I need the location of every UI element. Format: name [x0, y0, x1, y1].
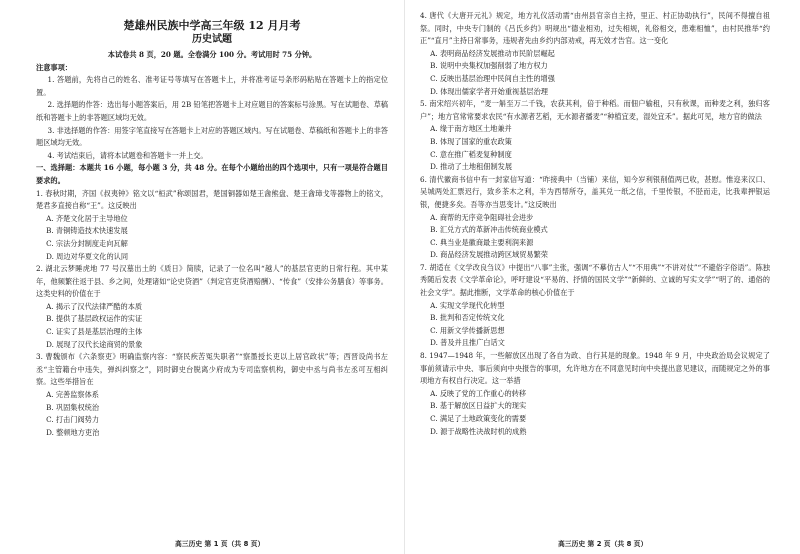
question-option: D. 普及并且推广白话文 [430, 338, 505, 348]
question-option: D. 周边对华夏文化的认同 [46, 251, 129, 261]
question-option: C. 证实了县是基层治理的主体 [46, 327, 143, 337]
page-fold-divider [404, 0, 405, 554]
question [420, 98, 770, 174]
question-option: C. 满足了土地政策变化的需要 [430, 414, 527, 423]
question-option: D. 展现了汉代长途商贸的景象 [46, 339, 143, 349]
question-option: A. 表明商品经济发展推动市民阶层崛起 [430, 48, 555, 58]
question-stem: 5. 南宋绍兴初年，“麦一斛至万二千钱，农获其利，倍于种稻。而佃户输租，只有秋课，而种麦之利，独归客户”；地方官常常要求农民“有水源者艺稻，无水源者播麦”“种植宜麦，湿处宜禾”。据此可见，地方官的做法 [420, 99, 770, 121]
exam-title: 楚雄州民族中学高三年级 12 月月考 [123, 19, 301, 32]
question-option: D. 推动了土地租佃制发展 [430, 162, 513, 172]
question-stem: 2. 湖北云梦睡虎地 77 号汉墓出土的《质日》简牍，记录了一位名叫“越人”的基层官吏的日常行程。其中某年，他频繁往返于县、乡之间，处理诸如“论史贷酒”（判定官吏贷酒赔酬）、“传食”（安排公务膳食）等事务。这类史料的价值在于 [36, 264, 388, 299]
question-option: A. 揭示了汉代法律严酷的本质 [46, 301, 143, 311]
question-option: B. 巩固集权统治 [46, 402, 100, 412]
notice-item: 3. 非选择题的作答：用签字笔直接写在答题卡上对应的答题区域内。写在试题卷、草稿纸和答题卡上的非答题区域均无效。 [36, 125, 388, 148]
question-option: D. 整顿地方吏治 [46, 427, 100, 437]
question-option: A. 商帮的无序竞争阻碍社会进步 [430, 212, 534, 222]
question-option: A. 齐楚文化居于主导地位 [46, 213, 128, 223]
question-stem: 4. 唐代《大唐开元礼》规定，地方礼仪活动需“由州县官亲自主持，里正、村正协助执行”，民间不得擅自祖祭。同时，中央专门制的《吕氏乡约》明规出“德业相劝，过失相规，礼俗相交，患难相恤”，由村民推举“约正”“直月”主持日常事务，违规者先由乡约内部劝戒，再无效才告官。这一变化 [420, 11, 770, 46]
question-option: C. 意在推广稻麦复种制度 [430, 149, 512, 159]
question-option: C. 典当业是徽商最主要利润来源 [430, 237, 534, 247]
page-footer-left: 高三历史 第 1 页（共 8 页） [175, 540, 265, 548]
question-option: B. 基于解放区日益扩大的现实 [430, 401, 527, 411]
question-option: B. 汇兑方式的革新冲击传统商业模式 [430, 225, 548, 235]
notice-item: 1. 答题前，先将自己的姓名、准考证号等填写在答题卡上，并将准考证号条形码粘贴在答题卡上的指定位置。 [36, 75, 388, 97]
question-option: B. 说明中央集权加强削弱了地方权力 [430, 61, 548, 71]
question [36, 263, 388, 351]
notice-item: 4. 考试结束后，请将本试题卷和答题卡一并上交。 [47, 150, 208, 160]
question-stem: 1. 春秋时期，齐国《叔夷钟》铭文以“桓武”称颂国君，楚国铜器如楚王酓熊盘、楚王酓璋戈等器物上的铭文，楚君多直接自称“王”。这反映出 [36, 188, 388, 211]
question [36, 351, 388, 439]
right-page [420, 10, 770, 532]
question-option: D. 体现出儒家学者开始重视基层治理 [430, 86, 548, 96]
question-stem: 6. 清代徽商书信中有一封家信写道：“昨接典中（当铺）来信，知今岁利银削值两已收，甚慰。惟迩来汉口、吴城两处汇票迟行，致乡茶木之利，半为西帮所夺，盖其兑一纸之信，千里传银，不胫而走，比我辈押银运银，便捷多矣。吾等亦当思变计。”这反映出 [420, 174, 770, 209]
question-option: A. 实现文学现代化转型 [430, 300, 505, 310]
question-option: B. 体现了国家的重农政策 [430, 136, 512, 146]
question-option: B. 青铜铸造技术快速发展 [46, 226, 128, 236]
question-option: A. 缘于南方地区土地兼并 [430, 124, 512, 134]
question-option: C. 宗法分封制度走向瓦解 [46, 238, 128, 248]
question-option: D. 商品经济发展推动跨区域贸易繁荣 [430, 250, 548, 260]
exam-intro: 本试卷共 8 页，20 题。全卷满分 100 分。考试用时 75 分钟。 [107, 50, 317, 59]
question-stem: 8. 1947—1948 年，一些解放区出现了各自为政、自行其是的现象。1948 年 9 月，中央政治局会议规定了事前须请示中央、事后须向中央报告的事项，允许地方在不同意见时向中央提出意见建议，而随规定之外的事项地方有权自行决定。这一举措 [420, 351, 770, 386]
question [420, 174, 770, 262]
question [420, 10, 770, 98]
exam-subtitle: 历史试题 [192, 34, 232, 45]
question-option: B. 提供了基层政权运作的实证 [46, 314, 143, 324]
question [420, 350, 770, 438]
notice-heading: 注意事项： [36, 62, 72, 72]
question-option: C. 反映出基层治理中民间自主性的增强 [430, 73, 555, 83]
question-stem: 7. 胡适在《文学改良刍议》中提出“八事”主张，强调“不摹仿古人”“不用典”“不讲对仗”“不避俗字俗语”。陈独秀随后发表《文学革命论》，呼吁建设“平易的、抒情的国民文学”“新鲜的、立诚的写实文学”“明了的、通俗的社会文学”。据此推断，文学革命的核心价值在于 [420, 262, 770, 298]
question-option: A. 完善监察体系 [46, 390, 99, 400]
question-option: B. 批判和否定传统文化 [430, 313, 505, 323]
section-heading: 一、选择题：本题共 16 小题，每小题 3 分，共 48 分。在每个小题给出的四个选项中，只有一项是符合题目要求的。 [36, 163, 388, 185]
question-option: C. 打击门阀势力 [46, 415, 100, 425]
notice-item: 2. 选择题的作答：选出每小题答案后，用 2B 铅笔把答题卡上对应题目的答案标号涂黑。写在试题卷、草稿纸和答题卡上的非答题区域均无效。 [36, 100, 388, 122]
page-footer-right: 高三历史 第 2 页（共 8 页） [558, 540, 648, 548]
question [420, 262, 770, 350]
question-stem: 3. 曹魏颁布《六条察吏》明确监察内容：“察民疾苦冤失职者”“察墨授长吏以上居官政状”等；西晋设尚书左丞“主管籍台中违失，弹纠纠察之”，同时御史台脱离少府成为专司监察机构，御史中丞与尚书左丞可互相纠察。这些举措旨在 [36, 352, 388, 387]
question-option: C. 用新文学传播新思想 [430, 325, 505, 335]
left-page [36, 10, 388, 532]
question-option: D. 源于战略性决战时机的成熟 [430, 426, 527, 436]
question [36, 188, 388, 264]
question-option: A. 反映了党的工作重心的转移 [430, 388, 527, 398]
